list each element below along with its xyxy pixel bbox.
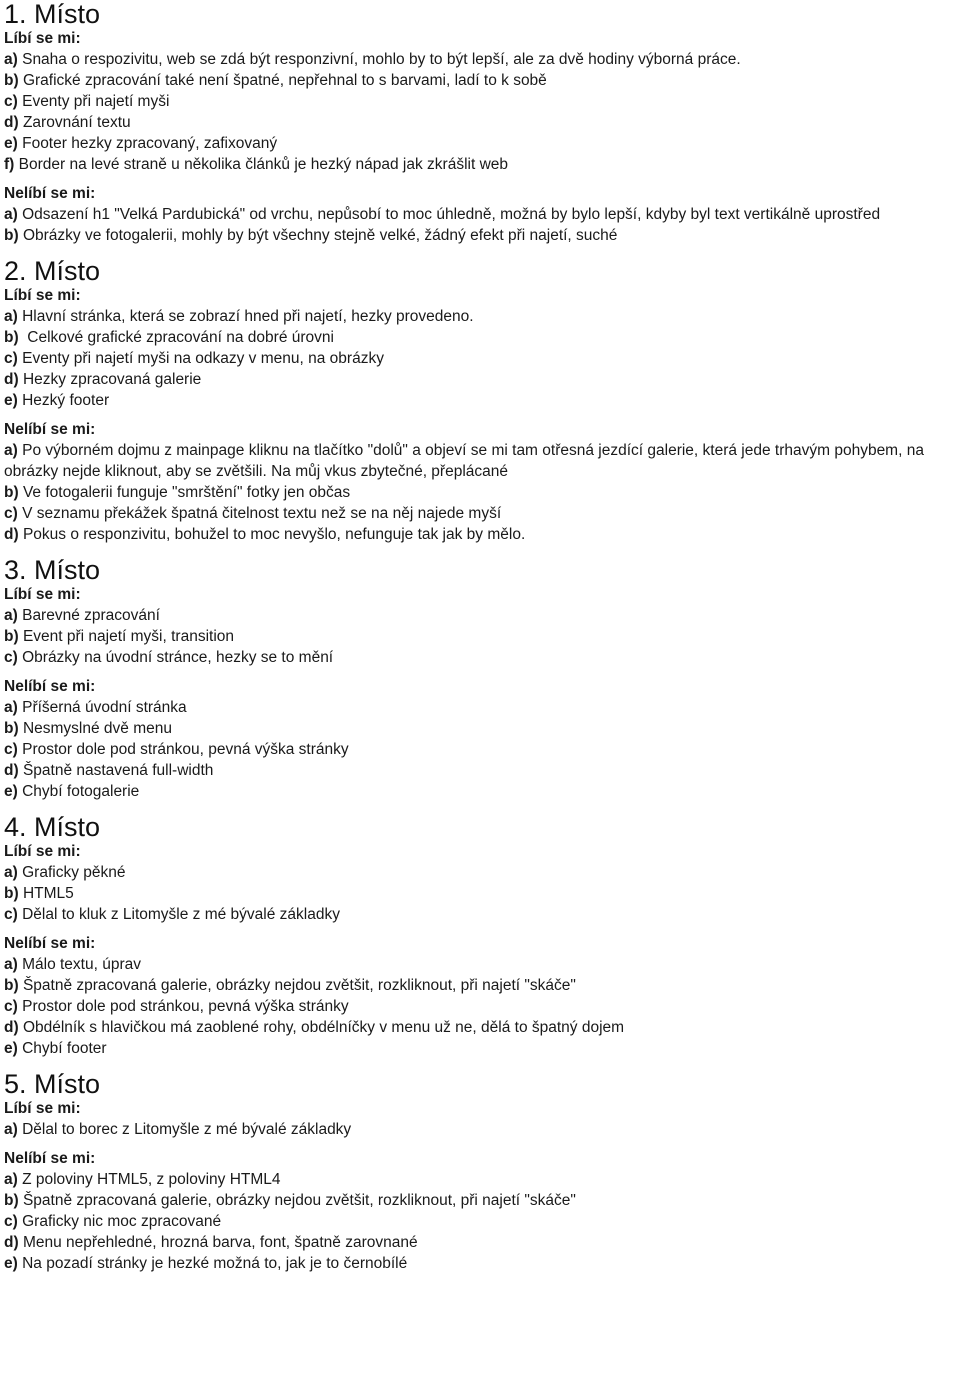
- item-key: b): [4, 227, 19, 244]
- item-key: b): [4, 329, 19, 346]
- item-text: Pokus o responzivitu, bohužel to moc nevyšlo, nefunguje tak jak by mělo.: [18, 526, 526, 543]
- item-key: a): [4, 51, 18, 68]
- item-key: c): [4, 649, 18, 666]
- item-key: c): [4, 350, 18, 367]
- item-key: b): [4, 484, 19, 501]
- item-key: a): [4, 1121, 18, 1138]
- item-text: Border na levé straně u několika článků je hezký nápad jak zkrášlit web: [14, 156, 509, 173]
- dislikes-label: Nelíbí se mi:: [4, 935, 96, 952]
- likes-label: Líbí se mi:: [4, 586, 81, 603]
- dislikes-item: [4, 524, 956, 545]
- item-text: Špatně nastavená full-width: [18, 762, 214, 779]
- dislikes-item: [4, 225, 956, 246]
- dislikes-item: [4, 1038, 956, 1059]
- item-text: Špatně zpracovaná galerie, obrázky nejdou zvětšit, rozkliknout, při najetí "skáče": [18, 977, 576, 994]
- item-key: c): [4, 1213, 18, 1230]
- section-1: [4, 0, 956, 246]
- item-text: Dělal to borec z Litomyšle z mé bývalé základky: [17, 1121, 352, 1138]
- item-text: Menu nepřehledné, hrozná barva, font, špatně zarovnané: [18, 1234, 418, 1251]
- dislikes-item: [4, 718, 956, 739]
- item-key: a): [4, 442, 18, 459]
- document: [4, 0, 956, 1274]
- item-key: b): [4, 1192, 19, 1209]
- item-text: Prostor dole pod stránkou, pevná výška stránky: [17, 998, 349, 1015]
- item-text: Snaha o respozivitu, web se zdá být responzivní, mohlo by to být lepší, ale za dvě hodiny výborná práce.: [17, 51, 741, 68]
- likes-item: [4, 70, 956, 91]
- item-text: Hezký footer: [17, 392, 110, 409]
- item-text: Na pozadí stránky je hezké možná to, jak je to černobílé: [17, 1255, 408, 1272]
- section-2: [4, 257, 956, 545]
- item-key: a): [4, 308, 18, 325]
- likes-item: [4, 862, 956, 883]
- item-text: Celkové grafické zpracování na dobré úrovni: [18, 329, 334, 346]
- item-key: b): [4, 628, 19, 645]
- item-key: b): [4, 977, 19, 994]
- dislikes-item: [4, 697, 956, 718]
- item-text: Graficky pěkné: [17, 864, 126, 881]
- item-key: a): [4, 1171, 18, 1188]
- likes-item: [4, 112, 956, 133]
- item-text: Obdélník s hlavičkou má zaoblené rohy, obdélníčky v menu už ne, dělá to špatný dojem: [18, 1019, 625, 1036]
- item-text: Nesmyslné dvě menu: [18, 720, 172, 737]
- item-text: Po výborném dojmu z mainpage kliknu na tlačítko "dolů" a objeví se mi tam otřesná jezdící galerie, která jede trhavým pohybem, na obrázky nejde kliknout, aby se zvětšili. Na můj vkus zbytečné, přeplácané: [4, 442, 924, 480]
- item-text: Příšerná úvodní stránka: [17, 699, 187, 716]
- item-text: Barevné zpracování: [17, 607, 160, 624]
- dislikes-item: [4, 760, 956, 781]
- section-heading: 3. Místo: [4, 555, 101, 585]
- likes-label: Líbí se mi:: [4, 843, 81, 860]
- section-heading: 2. Místo: [4, 256, 101, 286]
- item-text: Ve fotogalerii funguje "smrštění" fotky jen občas: [18, 484, 351, 501]
- item-key: c): [4, 906, 18, 923]
- likes-item: [4, 605, 956, 626]
- item-key: a): [4, 956, 18, 973]
- dislikes-item: [4, 1190, 956, 1211]
- item-text: HTML5: [18, 885, 74, 902]
- dislikes-item: [4, 739, 956, 760]
- item-text: Špatně zpracovaná galerie, obrázky nejdou zvětšit, rozkliknout, při najetí "skáče": [18, 1192, 576, 1209]
- likes-item: [4, 904, 956, 925]
- item-key: c): [4, 93, 18, 110]
- item-text: Málo textu, úprav: [17, 956, 141, 973]
- item-key: e): [4, 135, 18, 152]
- likes-item: [4, 91, 956, 112]
- dislikes-item: [4, 503, 956, 524]
- likes-item: [4, 133, 956, 154]
- item-key: c): [4, 505, 18, 522]
- section-heading: 1. Místo: [4, 0, 101, 29]
- item-key: a): [4, 699, 18, 716]
- item-key: f): [4, 156, 15, 173]
- section-5: [4, 1070, 956, 1274]
- item-key: c): [4, 998, 18, 1015]
- likes-item: [4, 306, 956, 327]
- item-key: d): [4, 1234, 19, 1251]
- section-heading: 5. Místo: [4, 1069, 101, 1099]
- item-key: b): [4, 72, 19, 89]
- item-key: a): [4, 607, 18, 624]
- likes-item: [4, 49, 956, 70]
- section-heading: 4. Místo: [4, 812, 101, 842]
- dislikes-label: Nelíbí se mi:: [4, 185, 96, 202]
- dislikes-item: [4, 1017, 956, 1038]
- likes-item: [4, 348, 956, 369]
- dislikes-item: [4, 954, 956, 975]
- dislikes-label: Nelíbí se mi:: [4, 678, 96, 695]
- item-text: Dělal to kluk z Litomyšle z mé bývalé základky: [17, 906, 340, 923]
- item-text: Graficky nic moc zpracované: [17, 1213, 222, 1230]
- likes-item: [4, 626, 956, 647]
- likes-item: [4, 1119, 956, 1140]
- item-text: Hezky zpracovaná galerie: [18, 371, 202, 388]
- item-key: b): [4, 885, 19, 902]
- item-key: d): [4, 762, 19, 779]
- item-text: Odsazení h1 "Velká Pardubická" od vrchu, nepůsobí to moc úhledně, možná by bylo lepší, kdyby byl text vertikálně uprostřed: [17, 206, 881, 223]
- item-text: Obrázky ve fotogalerii, mohly by být všechny stejně velké, žádný efekt při najetí, suché: [18, 227, 618, 244]
- item-text: Eventy při najetí myši na odkazy v menu, na obrázky: [17, 350, 384, 367]
- item-text: Prostor dole pod stránkou, pevná výška stránky: [17, 741, 349, 758]
- dislikes-item: [4, 1211, 956, 1232]
- likes-item: [4, 647, 956, 668]
- item-key: d): [4, 1019, 19, 1036]
- section-3: [4, 556, 956, 802]
- likes-item: [4, 369, 956, 390]
- item-key: d): [4, 114, 19, 131]
- item-text: Zarovnání textu: [18, 114, 131, 131]
- item-key: d): [4, 371, 19, 388]
- item-key: e): [4, 1255, 18, 1272]
- item-text: Chybí fotogalerie: [17, 783, 140, 800]
- dislikes-item: [4, 482, 956, 503]
- dislikes-item: [4, 440, 956, 482]
- likes-label: Líbí se mi:: [4, 1100, 81, 1117]
- dislikes-item: [4, 1253, 956, 1274]
- item-text: Event při najetí myši, transition: [18, 628, 235, 645]
- item-text: V seznamu překážek špatná čitelnost textu než se na něj najede myší: [17, 505, 502, 522]
- dislikes-item: [4, 1169, 956, 1190]
- likes-item: [4, 390, 956, 411]
- dislikes-label: Nelíbí se mi:: [4, 421, 96, 438]
- likes-item: [4, 883, 956, 904]
- item-key: d): [4, 526, 19, 543]
- dislikes-item: [4, 781, 956, 802]
- item-key: a): [4, 864, 18, 881]
- likes-label: Líbí se mi:: [4, 287, 81, 304]
- item-key: e): [4, 392, 18, 409]
- item-text: Footer hezky zpracovaný, zafixovaný: [17, 135, 278, 152]
- likes-label: Líbí se mi:: [4, 30, 81, 47]
- item-text: Eventy při najetí myši: [17, 93, 170, 110]
- item-key: b): [4, 720, 19, 737]
- dislikes-item: [4, 996, 956, 1017]
- item-key: a): [4, 206, 18, 223]
- item-text: Chybí footer: [17, 1040, 107, 1057]
- item-text: Z poloviny HTML5, z poloviny HTML4: [17, 1171, 281, 1188]
- dislikes-item: [4, 204, 956, 225]
- likes-item: [4, 154, 956, 175]
- dislikes-item: [4, 975, 956, 996]
- item-key: e): [4, 783, 18, 800]
- dislikes-label: Nelíbí se mi:: [4, 1150, 96, 1167]
- item-key: e): [4, 1040, 18, 1057]
- item-text: Hlavní stránka, která se zobrazí hned při najetí, hezky provedeno.: [17, 308, 474, 325]
- item-text: Grafické zpracování také není špatné, nepřehnal to s barvami, ladí to k sobě: [18, 72, 547, 89]
- dislikes-item: [4, 1232, 956, 1253]
- item-text: Obrázky na úvodní stránce, hezky se to mění: [17, 649, 334, 666]
- likes-item: [4, 327, 956, 348]
- section-4: [4, 813, 956, 1059]
- item-key: c): [4, 741, 18, 758]
